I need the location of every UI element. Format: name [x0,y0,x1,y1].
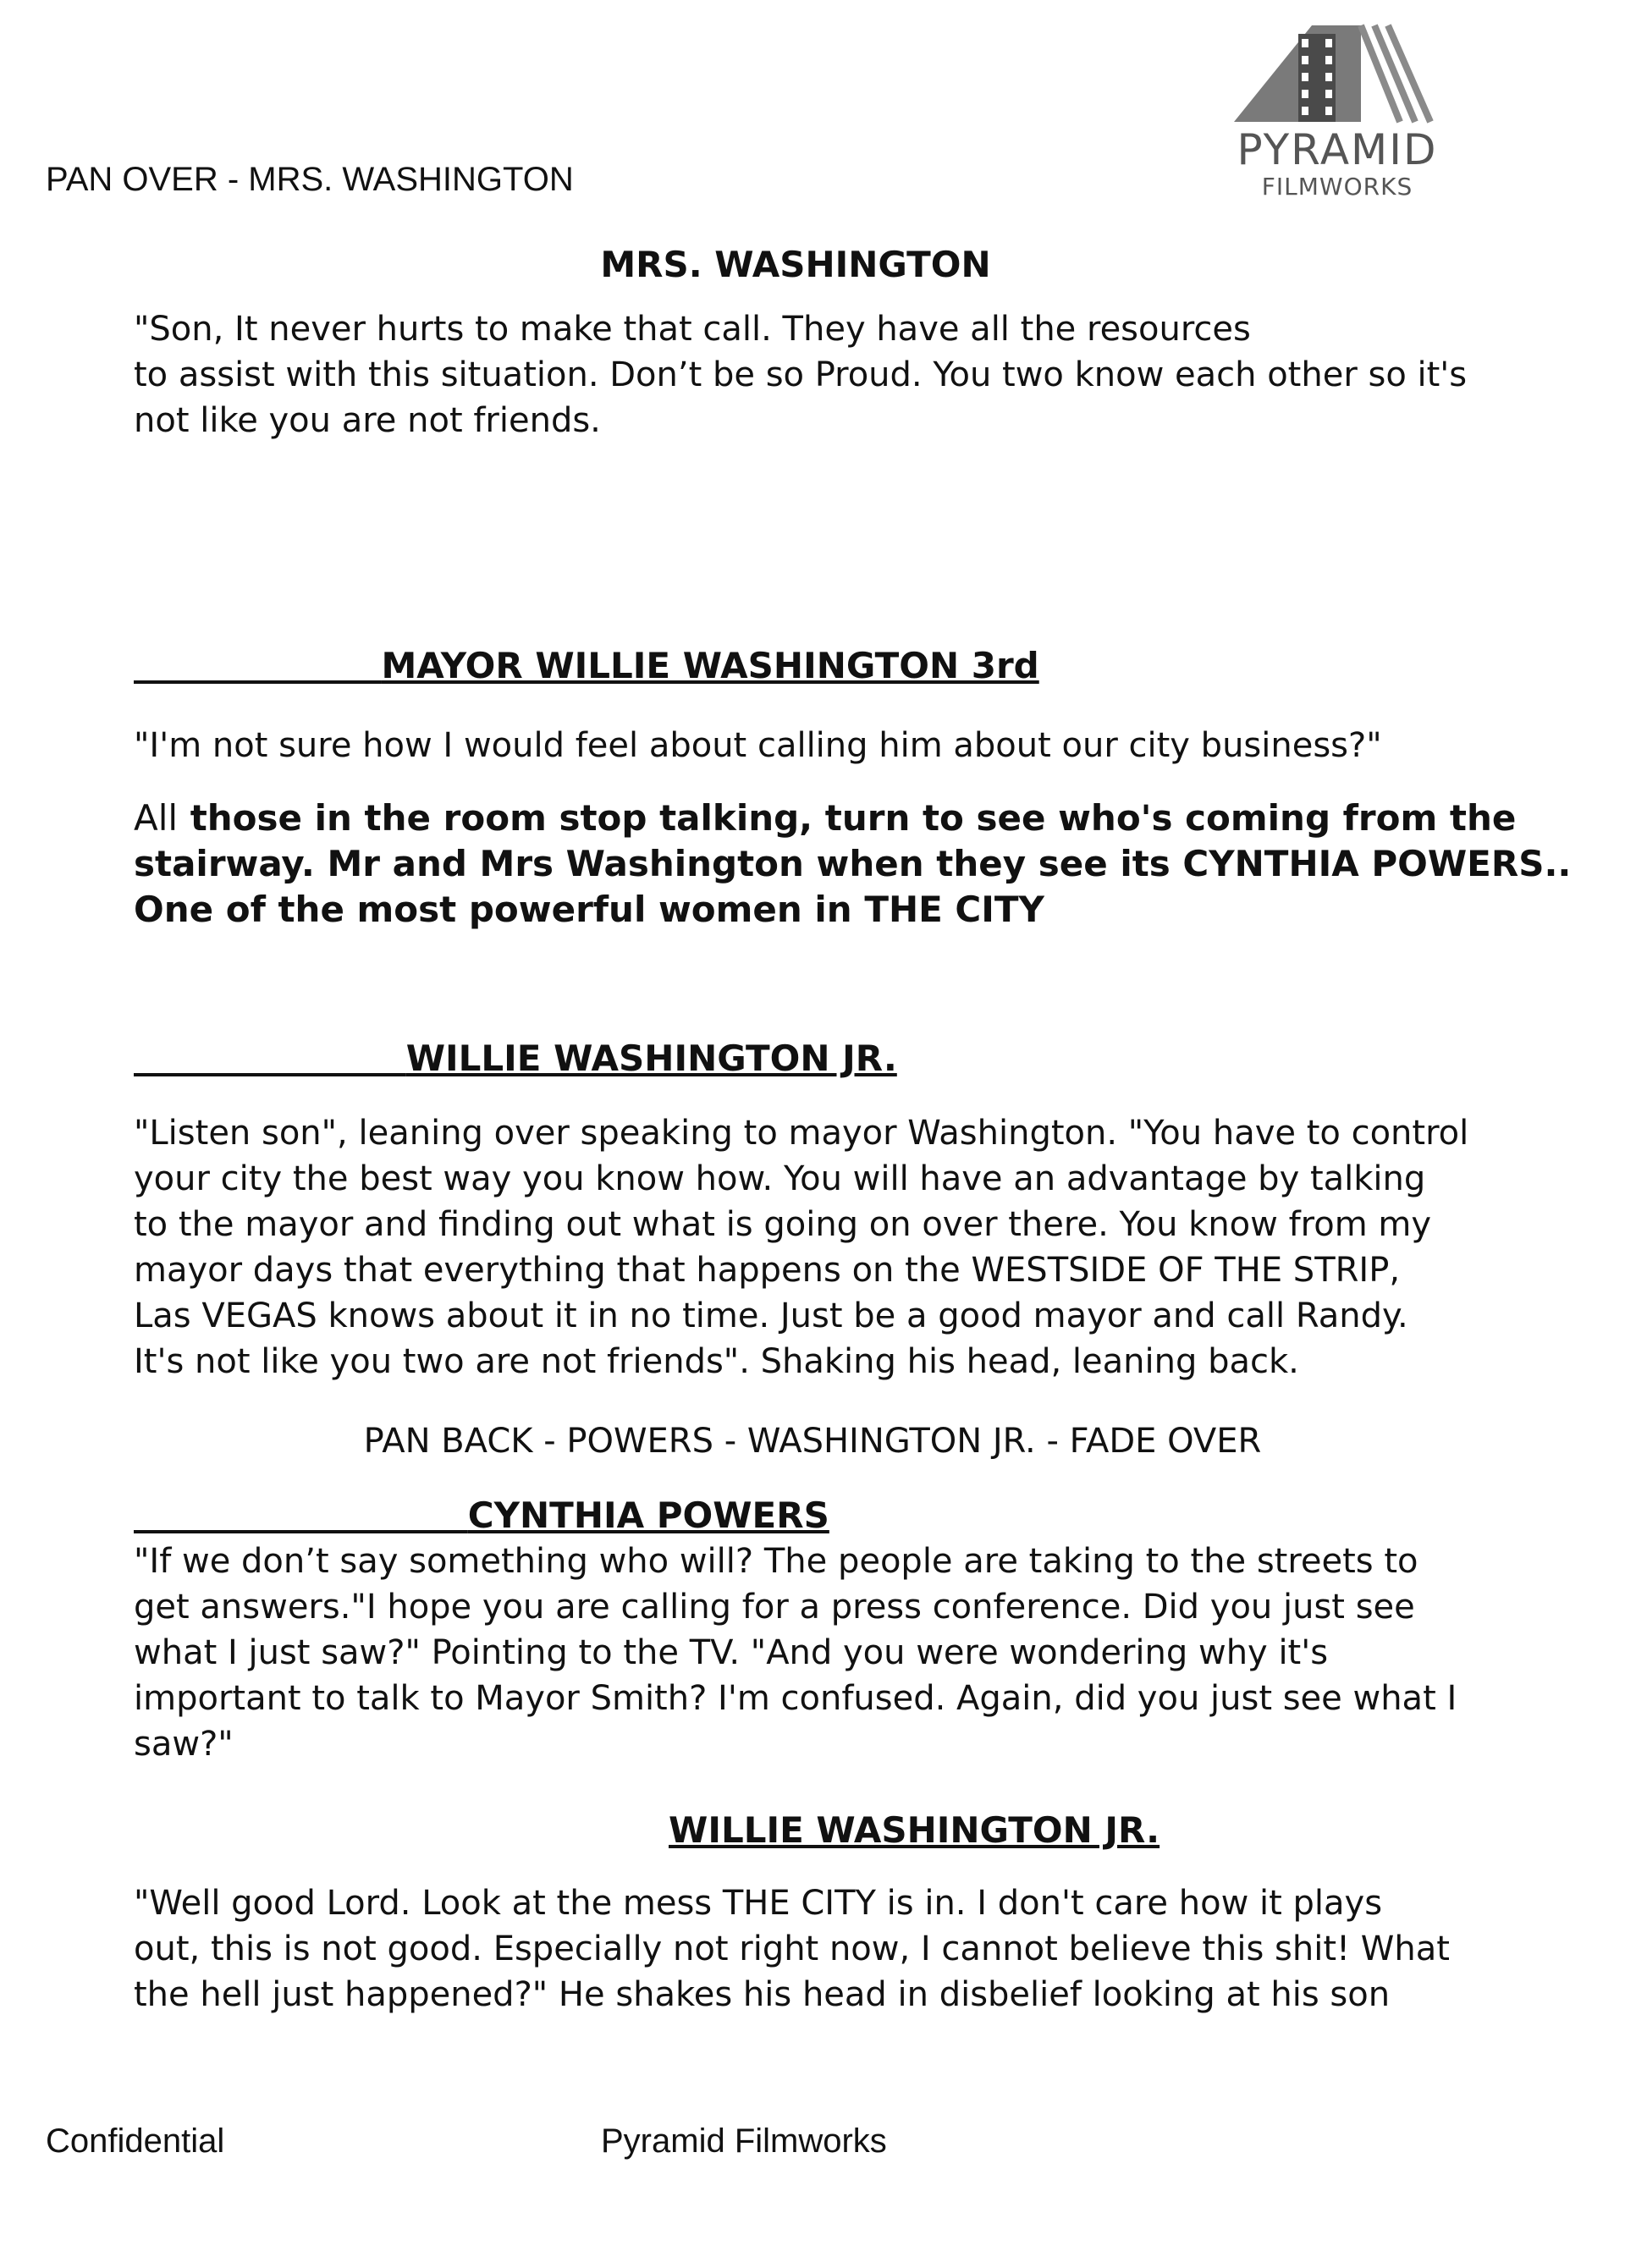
action-line: stairway. Mr and Mrs Washington when they see its CYNTHIA POWERS.. [134,843,1572,884]
dialogue [134,723,1573,768]
dialogue-line: out, this is not good. Especially not right now, I cannot believe this shit! What [134,1929,1450,1968]
heading-rule [134,1495,468,1536]
character-name: MRS. WASHINGTON [600,244,991,285]
character-heading [134,1495,829,1536]
logo-name: PYRAMID [1237,125,1438,174]
action-lead: All [134,797,179,839]
footer-company: Pyramid Filmworks [601,2122,887,2160]
character-name: WILLIE WASHINGTON JR. [669,1809,1160,1851]
dialogue-line: "Listen son", leaning over speaking to mayor Washington. "You have to control [134,1114,1469,1153]
dialogue-line: get answers."I hope you are calling for a press conference. Did you just see [134,1588,1415,1627]
heading-rule [134,645,381,686]
character-heading [134,645,1039,686]
heading-rule [134,1038,406,1079]
action-line [134,795,1589,841]
dialogue [134,306,1522,443]
dialogue-line: mayor days that everything that happens on the WESTSIDE OF THE STRIP, [134,1251,1401,1290]
character-name: MAYOR WILLIE WASHINGTON 3rd [381,645,1039,686]
character-heading [134,1038,897,1079]
dialogue-line: "Well good Lord. Look at the mess THE CITY is in. I don't care how it plays [134,1884,1383,1923]
scene-transition: PAN BACK - POWERS - WASHINGTON JR. - FADE OVER [363,1422,1262,1461]
footer-confidential: Confidential [46,2122,225,2160]
dialogue-line: "I'm not sure how I would feel about calling him about our city business?" [134,726,1382,765]
dialogue-line: It's not like you two are not friends". Shaking his head, leaning back. [134,1342,1299,1381]
dialogue-line: "Son, It never hurts to make that call. They have all the resources [134,310,1251,349]
dialogue-line: not like you are not friends. [134,401,601,440]
dialogue-line: the hell just happened?" He shakes his head in disbelief looking at his son [134,1975,1391,2014]
pyramid-film-logo-icon [1234,22,1437,125]
pyramid-filmworks-logo [1219,22,1456,200]
dialogue-line: saw?" [134,1725,234,1764]
dialogue-line: Las VEGAS knows about it in no time. Just be a good mayor and call Randy. [134,1296,1408,1335]
dialogue-line: "If we don’t say something who will? The people are taking to the streets to [134,1542,1418,1581]
logo-subtitle: FILMWORKS [1261,173,1413,201]
dialogue-line: to assist with this situation. Don’t be so Proud. You two know each other so it's [134,355,1468,394]
dialogue [134,1110,1589,1384]
dialogue [134,1880,1589,2018]
dialogue-line: your city the best way you know how. You will have an advantage by talking [134,1159,1426,1198]
action-description [134,795,1589,933]
character-name: WILLIE WASHINGTON JR. [405,1038,897,1079]
dialogue-line: to the mayor and finding out what is going on over there. You know from my [134,1205,1432,1244]
dialogue-line: what I just saw?" Pointing to the TV. "And you were wondering why it's [134,1633,1329,1672]
character-name: CYNTHIA POWERS [467,1495,829,1536]
action-text: those in the room stop talking, turn to see who's coming from the [178,797,1517,839]
scene-transition-header: PAN OVER - MRS. WASHINGTON [46,161,574,198]
action-line: One of the most powerful women in THE CITY [134,889,1044,930]
dialogue [134,1539,1589,1767]
dialogue-line: important to talk to Mayor Smith? I'm confused. Again, did you just see what I [134,1679,1457,1718]
